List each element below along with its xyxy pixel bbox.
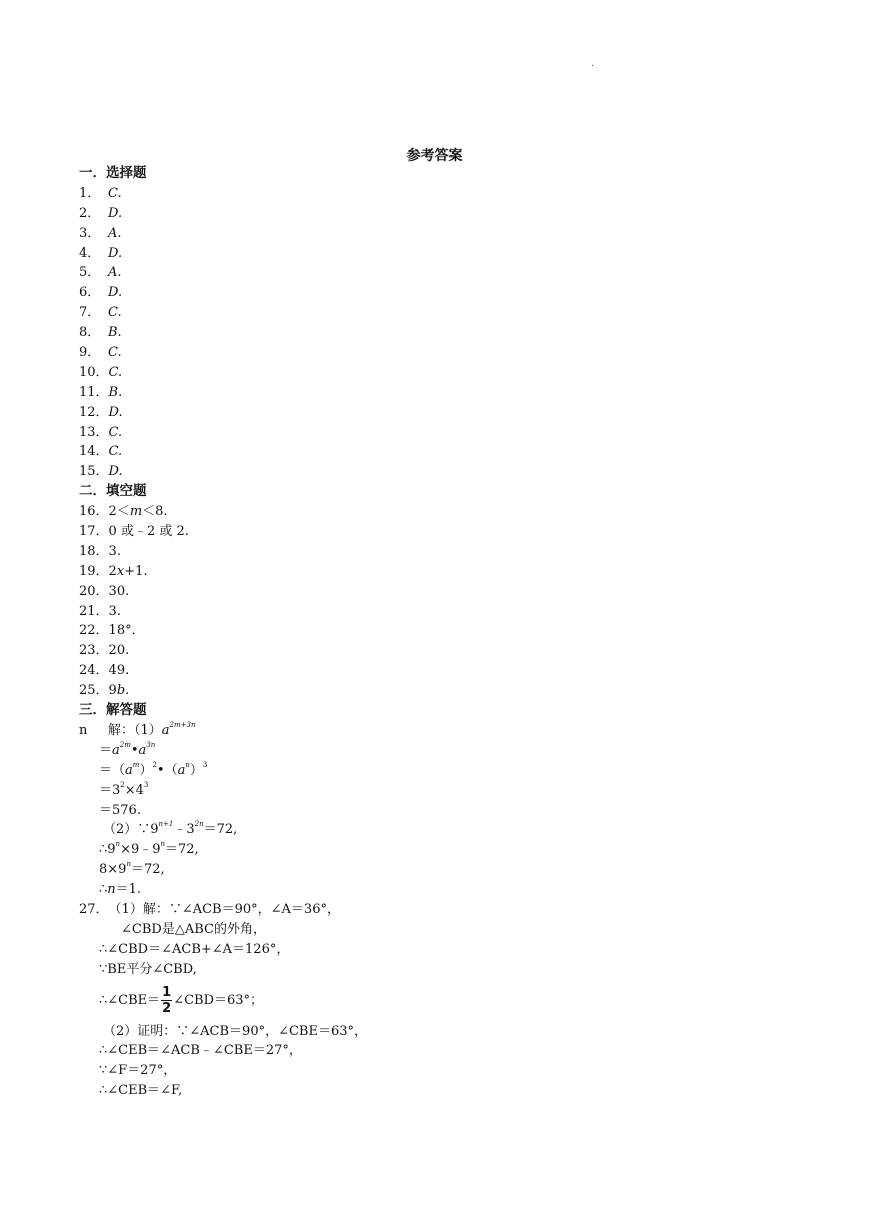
answer-line: 18．3. <box>79 543 121 559</box>
answer-body <box>79 164 799 1101</box>
answer-line: 8． B. <box>79 325 122 341</box>
answer-line: 4． D. <box>79 245 123 261</box>
solution-line: ∴∠CEB＝∠F, <box>99 1083 183 1099</box>
answer-line: 24．49. <box>79 663 130 679</box>
solution-line: $=a^{2m}•a^{3n}$ <box>99 740 156 758</box>
answer-line: 11．B. <box>79 384 123 400</box>
solution-line: ∴∠CBE＝ $\frac{1}{2}$ ∠CBD＝63°； <box>99 984 264 1016</box>
solution-line: ∴∠CEB＝∠ACB﹣∠CBE＝27°， <box>99 1043 302 1059</box>
section-heading: 三．解答题 <box>79 702 147 719</box>
fraction-one-half: $\frac{1}{2}$ <box>162 984 172 1016</box>
answer-line: 15．D. <box>79 464 123 480</box>
answer-line: 1． C. <box>79 185 122 201</box>
header-mark: . <box>591 58 595 69</box>
answer-line: 6． D. <box>79 285 123 301</box>
answer-line: 5． A. <box>79 265 122 281</box>
answer-line: 10．C. <box>79 364 123 380</box>
answer-line: 20．30. <box>79 583 130 599</box>
answer-line: 21．3. <box>79 603 121 619</box>
solution-line: $(2)\because 9^{n+1}﹣3^{2n}=72$, <box>103 820 238 838</box>
solution-line: ∵BE平分∠CBD, <box>99 961 197 977</box>
answer-line: 23．20. <box>79 643 130 659</box>
solution-line: ∠CBD是△ABC的外角， <box>121 921 266 937</box>
solution-line: ∴n＝1. <box>99 882 142 898</box>
answer-line: 17．0 或﹣2 或 2. <box>79 524 189 540</box>
answer-line: 22．18°． <box>79 623 145 639</box>
answer-line: 9． C. <box>79 345 122 361</box>
answer-line: 16．2＜m＜8. <box>79 504 168 520</box>
solution-line: $\therefore 9^n\times 9﹣9^n=72$, <box>99 840 199 858</box>
answer-line: 13．C. <box>79 424 123 440</box>
answer-line: 3． A. <box>79 225 122 241</box>
answer-line: 12．D. <box>79 404 123 420</box>
answer-line: 25．9b. <box>79 683 130 699</box>
solution-line: $8\times 9^n=72$, <box>99 860 165 878</box>
section-heading: 一．选择题 <box>79 165 147 181</box>
solution-line: $=(a^m)^2•(a^n)^3$ <box>99 760 208 778</box>
answer-line: 7． C. <box>79 305 122 321</box>
solution-line: n 解：$(1)a^{2m+3n}$ <box>79 720 196 738</box>
answer-line: 2． D. <box>79 205 123 221</box>
solution-line: ＝576. <box>99 802 141 818</box>
solution-line: $=3^2\times 4^3$ <box>99 780 149 798</box>
answer-line: 19．2x+1. <box>79 563 148 579</box>
solution-line: 27．（1）解：∵∠ACB＝90°，∠A＝36°， <box>79 901 340 917</box>
answer-line: 14．C. <box>79 444 123 460</box>
solution-line: ∴∠CBD＝∠ACB+∠A＝126°， <box>99 941 290 957</box>
solution-line: （2）证明：∵∠ACB＝90°，∠CBE＝63°， <box>103 1023 368 1039</box>
solution-line: ∵∠F＝27°， <box>99 1063 177 1079</box>
section-heading: 二．填空题 <box>79 483 147 500</box>
page-title: 参考答案 <box>406 148 463 164</box>
